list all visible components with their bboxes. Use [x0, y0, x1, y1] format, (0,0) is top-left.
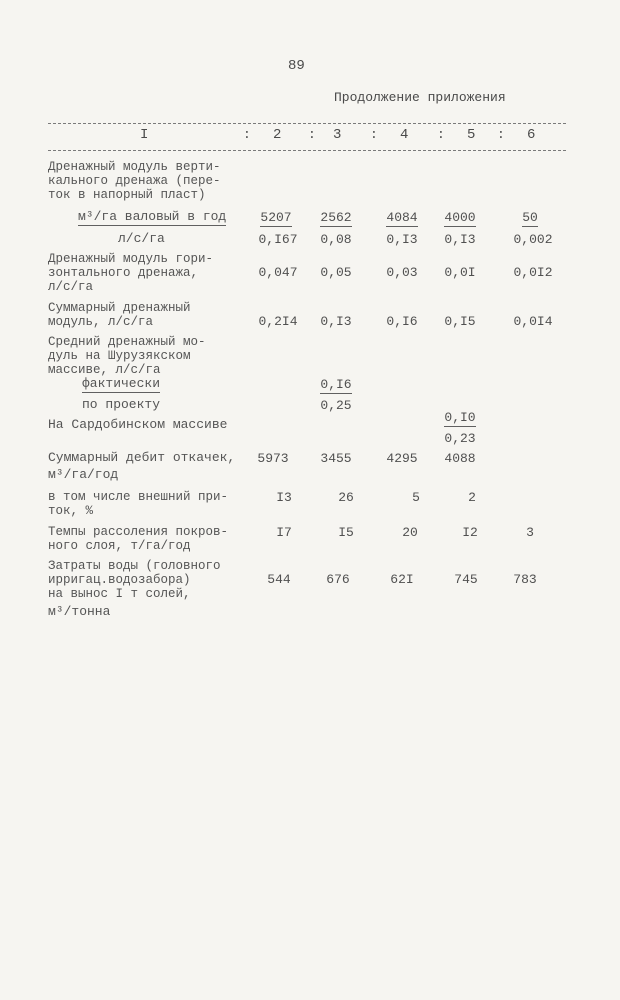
cell-value: 5207 [260, 210, 292, 225]
cell-value: I5 [338, 525, 354, 540]
cell-value: 676 [326, 572, 350, 587]
header-separator: : [497, 127, 505, 142]
row-label: л/с/га [48, 280, 94, 294]
cell-value: 0,I67 [258, 232, 298, 247]
row-label: Дренажный модуль верти- [48, 160, 221, 174]
cell-value: 0,03 [386, 265, 418, 280]
header-separator: : [308, 127, 316, 142]
cell-value: 0,25 [320, 398, 352, 413]
cell-value: 0,0I4 [513, 314, 553, 329]
row-label: л/с/га [118, 231, 165, 246]
cell-value: 0,I5 [444, 314, 476, 329]
header-col-3: 3 [333, 127, 342, 143]
row-label: массиве, л/с/га [48, 363, 161, 377]
cell-value: 0,I6 [386, 314, 418, 329]
row-label: Суммарный дебит откачек, [48, 450, 236, 465]
cell-value: 3 [526, 525, 534, 540]
row-label: Темпы рассоления покров- [48, 525, 229, 539]
cell-value: 5973 [257, 451, 289, 466]
header-separator: : [370, 127, 378, 142]
row-label: в том числе внешний при- [48, 490, 229, 504]
row-label: модуль, л/с/га [48, 315, 154, 329]
cell-value: 0,23 [444, 431, 476, 446]
row-label: на вынос I т солей, [48, 587, 191, 601]
cell-value: 2562 [320, 210, 352, 225]
cell-value: 4084 [386, 210, 418, 225]
cell-value: 5 [412, 490, 420, 505]
row-label: по проекту [82, 397, 161, 412]
row-label: Средний дренажный мо- [48, 335, 206, 349]
cell-value: 4088 [444, 451, 476, 466]
row-label: м³/га/год [48, 467, 119, 482]
cell-value: 62I [390, 572, 414, 587]
cell-value: 0,0I2 [513, 265, 553, 280]
row-label: ного слоя, т/га/год [48, 539, 191, 553]
row-label: ток, % [48, 504, 94, 518]
cell-value: 0,I3 [444, 232, 476, 247]
row-label: зонтального дренажа, [48, 266, 199, 280]
header-bottom-rule [48, 150, 566, 151]
cell-value: 0,I3 [386, 232, 418, 247]
row-label: На Сардобинском массиве [48, 417, 228, 432]
row-label: Дренажный модуль гори- [48, 252, 214, 266]
header-col-5: 5 [467, 127, 476, 143]
continuation-title: Продолжение приложения [334, 90, 506, 105]
row-label: ирригац.водозабора) [48, 573, 191, 587]
row-label: м³/тонна [48, 604, 111, 619]
row-label: фактически [82, 376, 161, 391]
header-col-6: 6 [527, 127, 536, 143]
cell-value: 3455 [320, 451, 352, 466]
row-label: Затраты воды (головного [48, 559, 221, 573]
cell-value: I3 [276, 490, 292, 505]
cell-value: 0,I3 [320, 314, 352, 329]
cell-value: 0,0I [444, 265, 476, 280]
cell-value: 26 [338, 490, 354, 505]
row-label: дуль на Шурузякском [48, 349, 191, 363]
header-col-1: I [140, 127, 149, 143]
cell-value: 745 [454, 572, 478, 587]
header-top-rule [48, 123, 566, 124]
cell-value: 0,I0 [444, 410, 476, 425]
cell-value: I7 [276, 525, 292, 540]
header-separator: : [437, 127, 445, 142]
cell-value: 20 [402, 525, 418, 540]
cell-value: I2 [462, 525, 478, 540]
row-label: Суммарный дренажный [48, 301, 191, 315]
row-label: ток в напорный пласт) [48, 188, 206, 202]
page-number: 89 [288, 58, 305, 74]
header-col-4: 4 [400, 127, 409, 143]
cell-value: 544 [267, 572, 291, 587]
cell-value: 2 [468, 490, 476, 505]
cell-value: 0,002 [513, 232, 553, 247]
header-col-2: 2 [273, 127, 282, 143]
cell-value: 783 [513, 572, 537, 587]
row-label: кального дренажа (пере- [48, 174, 221, 188]
cell-value: 50 [522, 210, 538, 225]
row-label: м³/га валовый в год [78, 209, 227, 224]
cell-value: 0,05 [320, 265, 352, 280]
cell-value: 4295 [386, 451, 418, 466]
cell-value: 0,2I4 [258, 314, 298, 329]
cell-value: 0,08 [320, 232, 352, 247]
cell-value: 4000 [444, 210, 476, 225]
header-separator: : [243, 127, 251, 142]
cell-value: 0,I6 [320, 377, 352, 392]
cell-value: 0,047 [258, 265, 298, 280]
